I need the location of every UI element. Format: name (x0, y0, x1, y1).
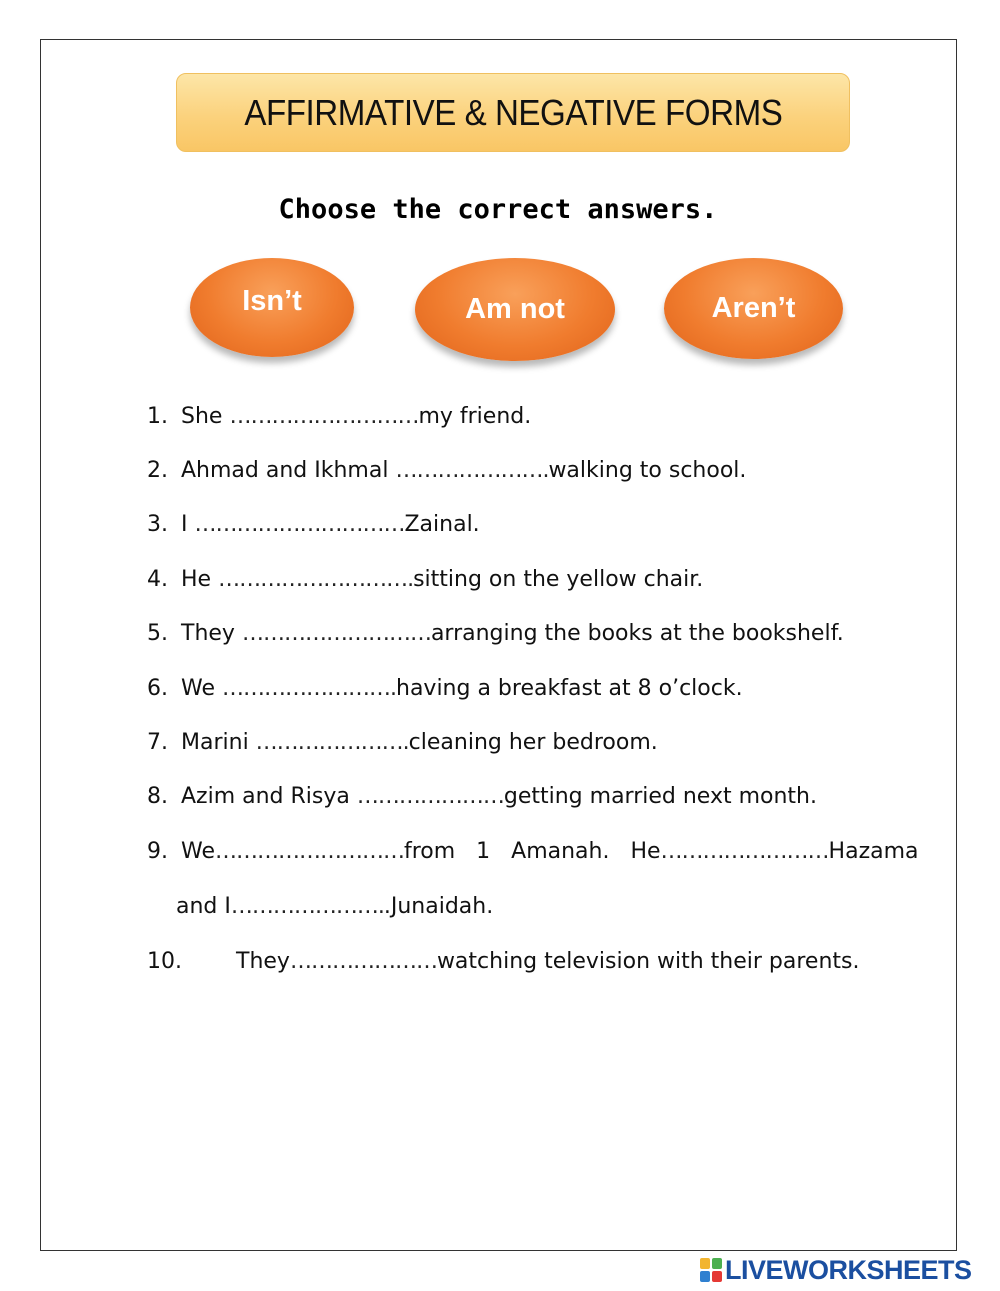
question-number: 8. (147, 784, 168, 809)
question-text: Hazama (828, 839, 919, 864)
question-number: 5. (147, 621, 168, 646)
choice-label: Isn’t (242, 285, 302, 317)
answer-blank[interactable]: ………………………. (218, 567, 414, 592)
question-number: 1. (147, 404, 168, 429)
logo-block-icon (700, 1258, 710, 1269)
question-6 (147, 676, 743, 701)
question-7 (147, 730, 658, 755)
question-text: my friend. (418, 404, 532, 429)
answer-blank[interactable]: ………………… (289, 949, 437, 974)
instructions-text: Choose the correct answers. (278, 194, 718, 225)
answer-blank[interactable]: ……………………… (229, 404, 419, 429)
question-text: and I (176, 894, 231, 919)
liveworksheets-logo (700, 1256, 972, 1284)
question-number: 2. (147, 458, 168, 483)
answer-blank[interactable]: …………………. (395, 458, 549, 483)
answer-blank[interactable]: ……………………… (241, 621, 431, 646)
question-text: getting married next month. (503, 784, 817, 809)
choice-arent[interactable] (664, 258, 843, 359)
question-text: arranging the books at the bookshelf. (430, 621, 844, 646)
question-text: .Junaidah. (383, 894, 494, 919)
page-title: AFFIRMATIVE & NEGATIVE FORMS (244, 91, 782, 133)
question-text: cleaning her bedroom. (408, 730, 658, 755)
answer-blank[interactable]: …………………. (230, 894, 384, 919)
question-text: sitting on the yellow chair. (413, 567, 704, 592)
question-number: 9. (147, 839, 168, 864)
question-text: watching television with their parents. (436, 949, 860, 974)
logo-block-icon (712, 1258, 722, 1269)
question-text: walking to school. (548, 458, 747, 483)
question-8 (147, 784, 817, 809)
answer-blank[interactable]: …………………. (255, 730, 409, 755)
question-text: We (181, 839, 215, 864)
instructions (0, 194, 1000, 225)
question-text: She (181, 404, 230, 429)
question-number: 4. (147, 567, 168, 592)
question-text: Ahmad and Ikhmal (181, 458, 396, 483)
question-text: They (181, 621, 242, 646)
question-text: We (181, 676, 222, 701)
question-number: 3. (147, 512, 168, 537)
logo-block-icon (700, 1271, 710, 1282)
question-number: 7. (147, 730, 168, 755)
choice-label: Aren’t (711, 292, 796, 324)
question-text: having a breakfast at 8 o’clock. (396, 676, 743, 701)
question-text: He (181, 567, 219, 592)
title-banner (176, 73, 850, 152)
question-text: I (181, 512, 195, 537)
question-4 (147, 567, 703, 592)
question-text: Zainal. (404, 512, 480, 537)
question-number: 10. (147, 949, 182, 974)
answer-blank[interactable]: ………………………… (194, 512, 405, 537)
logo-block-icon (712, 1271, 722, 1282)
question-9-continued (176, 894, 493, 919)
question-3 (147, 512, 480, 537)
question-number: 6. (147, 676, 168, 701)
logo-text: LIVEWORKSHEETS (725, 1254, 972, 1285)
question-text: They (236, 949, 290, 974)
question-5 (147, 621, 844, 646)
question-text: Marini (181, 730, 256, 755)
answer-blank[interactable]: …………………… (660, 839, 829, 864)
choice-label: Am not (465, 293, 565, 325)
answer-blank[interactable]: ……………………. (222, 676, 396, 701)
answer-blank[interactable]: ………………… (356, 784, 504, 809)
question-text: from 1 Amanah. He (404, 839, 661, 864)
choice-isnt[interactable] (190, 258, 354, 357)
question-10 (147, 949, 860, 974)
question-9 (147, 839, 919, 864)
choice-am-not[interactable] (415, 258, 615, 361)
question-1 (147, 404, 531, 429)
answer-blank[interactable]: ……………………… (215, 839, 404, 864)
question-2 (147, 458, 746, 483)
logo-blocks-icon (700, 1258, 722, 1282)
question-text: Azim and Risya (181, 784, 357, 809)
